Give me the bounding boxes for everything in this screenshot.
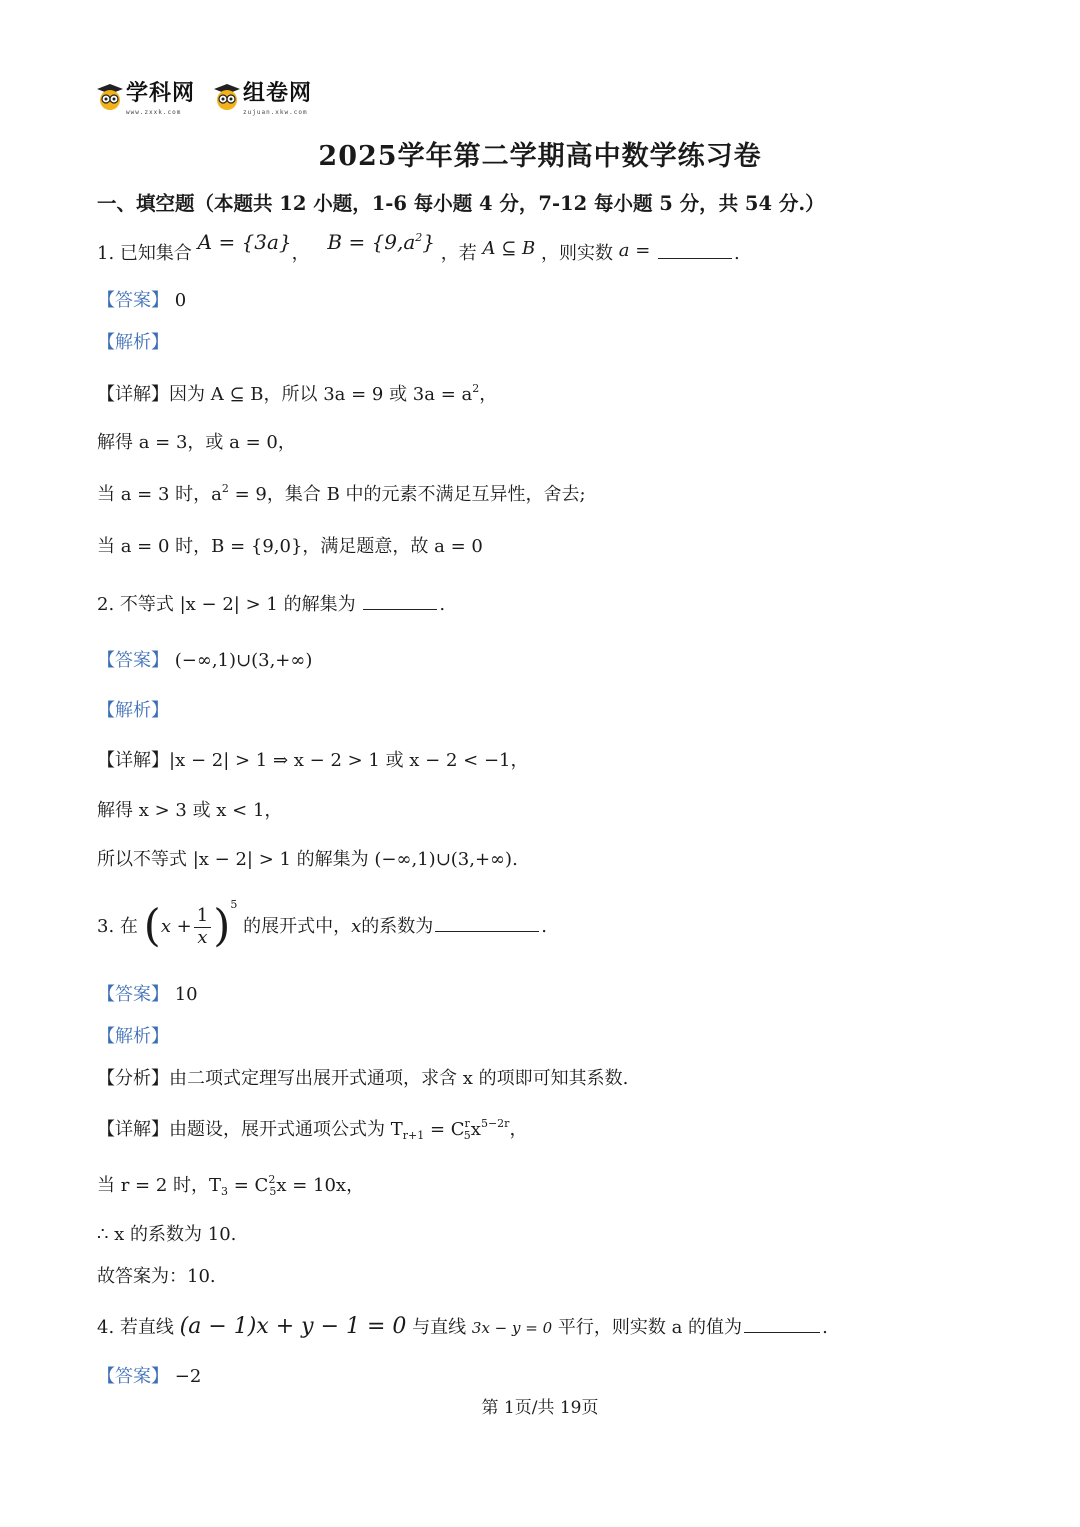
q1-detail-text-1: 因为 A ⊆ B，所以 3a = 9 或 3a = a — [169, 384, 473, 405]
answer-label: 【答案】 — [97, 1366, 169, 1387]
q1-condition: A ⊆ B — [482, 238, 536, 259]
q3-end: . — [541, 916, 548, 937]
logo1-url: www.zxxk.com — [126, 109, 182, 116]
q3-stem: 3. 在 — [97, 916, 138, 937]
q3-d2b: = C — [228, 1175, 269, 1196]
q4-answer: −2 — [174, 1366, 202, 1387]
q3-detail-4: 故答案为：10. — [97, 1266, 216, 1287]
q1-detail-3: 当 a = 3 时，$a^2 = 9$，集合 B 中的元素不满足互异性，舍去; — [97, 482, 586, 505]
q1-set-b-close: } — [422, 230, 436, 254]
q1-analysis-line — [97, 332, 169, 354]
q3-d1d: ， — [509, 1119, 528, 1140]
q3-fenxi: 由二项式定理写出展开式通项，求含 x 的项即可知其系数. — [169, 1068, 629, 1089]
q4-mid: 与直线 — [412, 1317, 467, 1338]
q1-detail-2: 解得 a = 3，或 a = 0， — [97, 432, 296, 453]
q1-detail-3a: 当 a = 3 时，a — [97, 484, 222, 505]
q3-d2a: 当 r = 2 时，T — [97, 1175, 222, 1196]
q1-tail: ，则实数 — [541, 243, 613, 264]
q1-detail-1: 【详解】因为 A ⊆ B，所以 3a = 9 或 $3a = a^2$， — [97, 382, 498, 405]
q4-blank — [744, 1330, 820, 1333]
q3-detail-3: ∴ x 的系数为 10. — [97, 1224, 237, 1245]
q3-d2c: x = 10x， — [276, 1175, 365, 1196]
q4-stem: 4. 若直线 — [97, 1317, 174, 1338]
answer-label: 【答案】 — [97, 650, 169, 671]
question-4 — [97, 1314, 828, 1340]
q3-d2-sub: 3 — [221, 1185, 229, 1198]
q4-eq2: 3x − y = 0 — [471, 1319, 553, 1337]
question-3 — [97, 898, 547, 953]
q1-end: . — [734, 243, 740, 264]
q3-d2-sub2: 5 — [269, 1185, 277, 1198]
q3-paren-open: ( — [143, 900, 161, 952]
owl-icon — [213, 83, 241, 111]
q3-stem-b: 的展开式中， — [243, 916, 352, 937]
q3-analysis-line — [97, 1026, 169, 1048]
question-2 — [97, 594, 445, 616]
q3-x: x — [351, 916, 362, 937]
q1-set-b-text: B = {9,a — [327, 230, 416, 254]
q3-denominator: x — [197, 926, 208, 948]
q1-blank — [658, 256, 732, 259]
analysis-label: 【解析】 — [97, 700, 169, 721]
q4-end: . — [822, 1317, 828, 1338]
analysis-label: 【解析】 — [97, 332, 169, 353]
q2-detail-2: 解得 x > 3 或 x < 1， — [97, 800, 283, 821]
header-logos — [96, 80, 330, 120]
q3-fraction — [194, 906, 211, 948]
q3-fenxi-line — [97, 1068, 628, 1090]
q2-blank — [363, 607, 437, 610]
q1-set-b: $B = \{9,a^2\}$ — [327, 230, 436, 254]
logo2-name: 组卷网 — [243, 81, 313, 106]
detail-label: 【详解】 — [97, 384, 169, 405]
q3-paren-close: ) — [213, 900, 231, 952]
q2-answer: (−∞,1)∪(3,+∞) — [174, 650, 313, 671]
question-1 — [97, 230, 740, 265]
logo-xuekewang — [96, 80, 195, 116]
q2-answer-line — [97, 650, 312, 672]
q3-numerator: 1 — [194, 906, 211, 928]
q4-eq1: (a − 1)x + y − 1 = 0 — [179, 1314, 407, 1339]
q3-d1-sub2: 5 — [463, 1129, 471, 1142]
q1-var: a = — [618, 240, 651, 261]
q2-detail-text-1: |x − 2| > 1 ⇒ x − 2 > 1 或 x − 2 < −1， — [169, 750, 529, 771]
q3-answer: 10 — [174, 984, 198, 1005]
q3-detail-1 — [97, 1117, 527, 1142]
q3-d1b: = C — [424, 1119, 465, 1140]
answer-label: 【答案】 — [97, 984, 169, 1005]
q3-answer-line — [97, 984, 198, 1006]
logo2-url: zujuan.xkw.com — [243, 109, 308, 116]
owl-icon — [96, 83, 124, 111]
q1-stem: 1. 已知集合 — [97, 243, 192, 264]
q1-mid: ，若 — [440, 243, 477, 264]
fenxi-label: 【分析】 — [97, 1068, 169, 1089]
answer-label: 【答案】 — [97, 290, 169, 311]
q1-detail-4: 当 a = 0 时，B = {9,0}，满足题意，故 a = 0 — [97, 536, 483, 557]
q3-d1-sup3: 5−2r — [480, 1117, 510, 1130]
page-footer: 第 1页/共 19页 — [481, 1398, 599, 1418]
q4-answer-line — [97, 1366, 201, 1388]
logo-zujuanwang — [213, 80, 312, 116]
q3-d2-sup2: 2 — [268, 1173, 276, 1186]
q1-set-a: A = {3a} — [197, 230, 292, 254]
analysis-label: 【解析】 — [97, 1026, 169, 1047]
q3-d1c: x — [470, 1119, 481, 1140]
q2-detail-3: 所以不等式 |x − 2| > 1 的解集为 (−∞,1)∪(3,+∞). — [97, 849, 518, 870]
q1-detail-3b: = 9，集合 B 中的元素不满足互异性，舍去; — [228, 484, 586, 505]
q4-tail: 平行，则实数 a 的值为 — [557, 1317, 743, 1338]
q3-blank — [435, 929, 539, 932]
q1-answer: 0 — [174, 290, 187, 311]
q3-exponent: 5 — [230, 898, 238, 911]
logo1-name: 学科网 — [126, 81, 196, 106]
q1-comma: ， — [291, 243, 310, 264]
page-title: 2025学年第二学期高中数学练习卷 — [318, 141, 762, 172]
q3-d1-sub: r+1 — [402, 1129, 425, 1142]
q2-end: . — [439, 594, 446, 615]
detail-label: 【详解】 — [97, 1119, 169, 1140]
section-heading: 一、填空题（本题共 12 小题，1-6 每小题 4 分，7-12 每小题 5 分，共 54 分.） — [97, 192, 825, 215]
q3-stem-c: 的系数为 — [361, 916, 434, 937]
q3-x-plus: x + — [160, 916, 192, 937]
q2-stem: 2. 不等式 |x − 2| > 1 的解集为 — [97, 594, 356, 615]
q2-analysis-line — [97, 700, 169, 722]
q2-detail-1 — [97, 750, 529, 772]
detail-label: 【详解】 — [97, 750, 169, 771]
q1-answer-line — [97, 290, 186, 312]
q3-detail-2 — [97, 1173, 364, 1198]
q3-d1-sup2: r — [464, 1117, 470, 1130]
q1-detail-end: ， — [479, 384, 498, 405]
q3-d1a: 由题设，展开式通项公式为 T — [169, 1119, 403, 1140]
